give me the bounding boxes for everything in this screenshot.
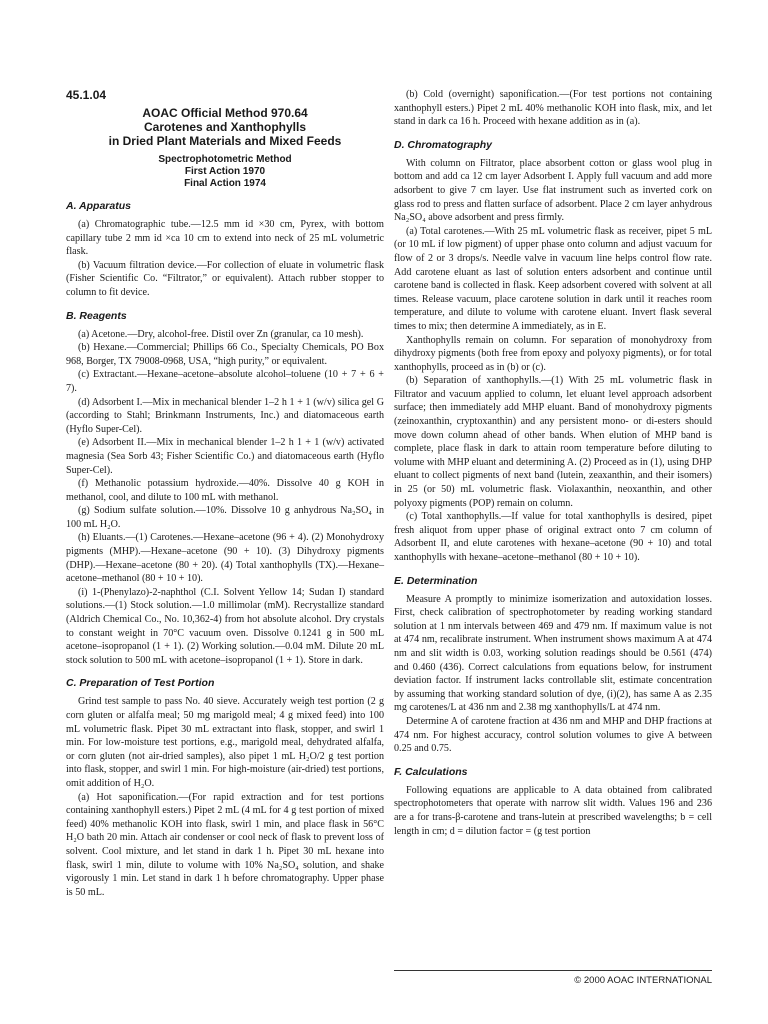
paragraph: (c) Total xanthophylls.—If value for total xanthophylls is desired, pipet fresh aliquot from upper phase of original extract onto 7 cm column of Adsorbent II, and elute carotenes with hexane–acetone (90 + 10) and total xanthophylls with hexane–acetone–methanol (80 + 10 + 10). bbox=[394, 511, 712, 563]
paragraph: Xanthophylls remain on column. For separation of monohydroxy from dihydroxy pigments (both free from epoxy and polyoxy pigments), or for total xanthophylls, proceed as in (b) or (c). bbox=[394, 334, 712, 373]
paragraph: Measure A promptly to minimize isomerization and autoxidation losses. First, check calibration of spectrophotometer by reading working standard solution at 1 nm intervals between 469 and 479 nm. If maximum value is not at 474 nm, recalibrate instrument. When instrument shows maximum A at 474 nm and slit width is 0.03, working solution readings should be 0.561 (474) and 0.460 (436). Correct calculations from equations below, for instrument deviation factor. If instrument lacks controllable slit, estimate concentration by assuming that working standard solution of dye, (i)(2), has same A as 2.35 mg carotenes/L at 436 nm and 2.38 mg xanthophylls/L at 474 nm. bbox=[394, 593, 712, 714]
section-heading-apparatus: A. Apparatus bbox=[66, 200, 131, 212]
right-column bbox=[394, 88, 712, 838]
paragraph: Grind test sample to pass No. 40 sieve. Accurately weigh test portion (2 g corn gluten or alfalfa meal; 50 mg marigold meal; 4 g mixed feed) into 100 mL volumetric flask. Pipet 30 mL extractant into flask, stopper, and swirl 1 min. For low-moisture test portions, e.g., marigold meal, dehydrated alfalfa, or corn gluten (not air-dried samples), also pipet 1 mL H₂O/2 g test portion into flask, stopper, and swirl 1 min. For high-moisture (air-dried) test portions, omit addition of H₂O. bbox=[66, 696, 384, 789]
title-block bbox=[66, 106, 384, 190]
copyright-footer: © 2000 AOAC INTERNATIONAL bbox=[394, 970, 712, 986]
matrix-title: in Dried Plant Materials and Mixed Feeds bbox=[108, 134, 342, 148]
paragraph: (i) 1-(Phenylazo)-2-naphthol (C.I. Solvent Yellow 14; Sudan I) standard solutions.—(1) Stock solution.—1.0 millimolar (mM). Recrystallize standard (Aldrich Chemical Co., No. 10,362-4) from hot absolute alcohol. Dry crystals to constant weight in 70°C vacuum oven. Dissolve 0.1241 g in 500 mL acetone–isopropanol (1 + 1). (2) Working solution.—0.04 mM. Dilute 20 mL stock solution to 500 mL with acetone–isopropanol (1 + 1). Store in dark. bbox=[66, 586, 384, 666]
paragraph: Determine A of carotene fraction at 436 nm and MHP and DHP fractions at 474 nm. For highest accuracy, control solution volumes to give A between 0.25 and 0.75. bbox=[394, 715, 712, 755]
paragraph: (e) Adsorbent II.—Mix in mechanical blender 1–2 h 1 + 1 (w/v) activated magnesia (Sea Sorb 43; Fisher Scientific Co.) and diatomaceous earth (Hyflo Super-Cel). bbox=[66, 437, 384, 476]
paragraph: (b) Vacuum filtration device.—For collection of eluate in volumetric flask (Fisher Scientific Co. “Filtrator,” or equivalent). Attach rubber stopper to column to fit device. bbox=[66, 259, 384, 298]
analyte-title: Carotenes and Xanthophylls bbox=[143, 120, 307, 134]
section-heading-chromatography: D. Chromatography bbox=[394, 138, 493, 151]
paragraph: (a) Hot saponification.—(For rapid extraction and for test portions containing xanthophyll esters.) Pipet 2 mL (4 mL for 4 g test portion of mixed feed) 40% methanolic KOH into flask, swirl 1 min, and place flask in 56°C H₂O bath 20 min. Attach air condenser or cool neck of flask to prevent loss of solvent. Cool mixture, and let stand in dark 1 h. Pipet 30 mL hexane into flask, swirl 1 min, dilute to volume with 10% Na₂SO₄ solution, and shake vigorously 1 min. Let stand in dark 1 h before chromatography. Upper phase is 50 mL. bbox=[66, 791, 384, 898]
document-number: 45.1.04 bbox=[66, 88, 107, 102]
paragraph: (f) Methanolic potassium hydroxide.—40%. Dissolve 40 g KOH in methanol, cool, and dilute to 100 mL with methanol. bbox=[66, 478, 384, 503]
section-heading-reagents: B. Reagents bbox=[66, 309, 127, 322]
paragraph: (c) Extractant.—Hexane–acetone–absolute alcohol–toluene (10 + 7 + 6 + 7). bbox=[66, 369, 384, 394]
paragraph: (a) Acetone.—Dry, alcohol-free. Distil over Zn (granular, ca 10 mesh). bbox=[78, 328, 364, 340]
paragraph: (g) Sodium sulfate solution.—10%. Dissolve 10 g anhydrous Na₂SO₄ in 100 mL H₂O. bbox=[66, 505, 384, 530]
final-action: Final Action 1974 bbox=[184, 178, 266, 189]
section-heading-preparation: C. Preparation of Test Portion bbox=[66, 677, 215, 690]
paragraph: (b) Hexane.—Commercial; Phillips 66 Co., Specialty Chemicals, PO Box 968, Borger, TX 79008-0968, USA, “high purity,” or equivalent. bbox=[66, 342, 384, 367]
section-heading-determination: E. Determination bbox=[394, 574, 478, 587]
paragraph: (a) Total carotenes.—With 25 mL volumetric flask as receiver, pipet 5 mL (or 10 mL if low pigment) of upper phase onto column and adjust vacuum for flow of 2 or 3 drops/s. Needle valve in vacuum line helps control flow rate. Add carotene eluant as last of solution enters adsorbent and continue until carotene band is collected in flask. Keep adsorbent covered with solvent at all times. Release vacuum, place carotene solution in dark until it reaches room temperature, and dilute to volume with carotene eluant. Invert flask several times to mix; then determine A immediately, as in E. bbox=[394, 225, 712, 332]
paragraph: Following equations are applicable to A data obtained from calibrated spectrophotometers that operate with narrow slit width. Values 196 and 236 are a for trans-β-carotene and trans-lutein at prescribed wavelengths; b = cell length in cm; d = dilution factor = (g test portion bbox=[394, 784, 712, 837]
left-column bbox=[66, 88, 384, 899]
paragraph: (b) Separation of xanthophylls.—(1) With 25 mL volumetric flask in Filtrator and vacuum applied to column, let eluant level approach adsorbent surface; then immediately add MHP eluant. Band of monohydroxy pigments (zeinoxanthin, cryptoxanthin) and any persistent mono- or di-esters should move down column ahead of other bands. When elution of MHP band is complete, place flask in dark to attain room temperature before diluting to volume with MHP eluant and determining A. (2) Proceed as in (1), using DHP eluant to collect pigments of next band (lutein, zeaxanthin, and their isomers) in 25 (or 50) mL volumetric flask. Violaxanthin, neoxanthin, and other polyoxy pigments (POP) remain on column. bbox=[394, 375, 712, 509]
paragraph: (a) Chromatographic tube.—12.5 mm id ×30 cm, Pyrex, with bottom capillary tube 2 mm id ×ca 10 cm to extend into neck of 25 mL volumetric flask. bbox=[66, 219, 384, 258]
method-title: AOAC Official Method 970.64 bbox=[142, 106, 308, 120]
paragraph: With column on Filtrator, place absorbent cotton or glass wool plug in bottom and add ca 12 cm layer Adsorbent I. Apply full vacuum and add more adsorbent to give 7 cm layer. Use flat instrument such as inverted cork on glass rod to press and flatten surface of adsorbent. Place 2 cm layer anhydrous Na₂SO₄ above adsorbent and press firmly. bbox=[394, 157, 712, 224]
paragraph: (b) Cold (overnight) saponification.—(For test portions not containing xanthophyll esters.) Pipet 2 mL 40% methanolic KOH into flask, mix, and let stand in dark ca 16 h. Proceed with hexane addition as in (a). bbox=[394, 89, 712, 128]
paragraph: (d) Adsorbent I.—Mix in mechanical blender 1–2 h 1 + 1 (w/v) silica gel G (according to Stahl; Brinkmann Instruments, Inc.) and diatomaceous earth (Hyflo Super-Cel). bbox=[66, 396, 384, 435]
paragraph: (h) Eluants.—(1) Carotenes.—Hexane–acetone (96 + 4). (2) Monohydroxy pigments (MHP).—Hexane–acetone (90 + 10). (3) Dihydroxy pigments (DHP).—Hexane–acetone (80 + 20). (4) Total xanthophylls (TX).—Hexane–acetone–methanol (80 + 10 + 10). bbox=[66, 532, 384, 585]
method-type: Spectrophotometric Method bbox=[158, 154, 292, 165]
section-heading-calculations: F. Calculations bbox=[394, 765, 468, 778]
first-action: First Action 1970 bbox=[184, 166, 266, 177]
